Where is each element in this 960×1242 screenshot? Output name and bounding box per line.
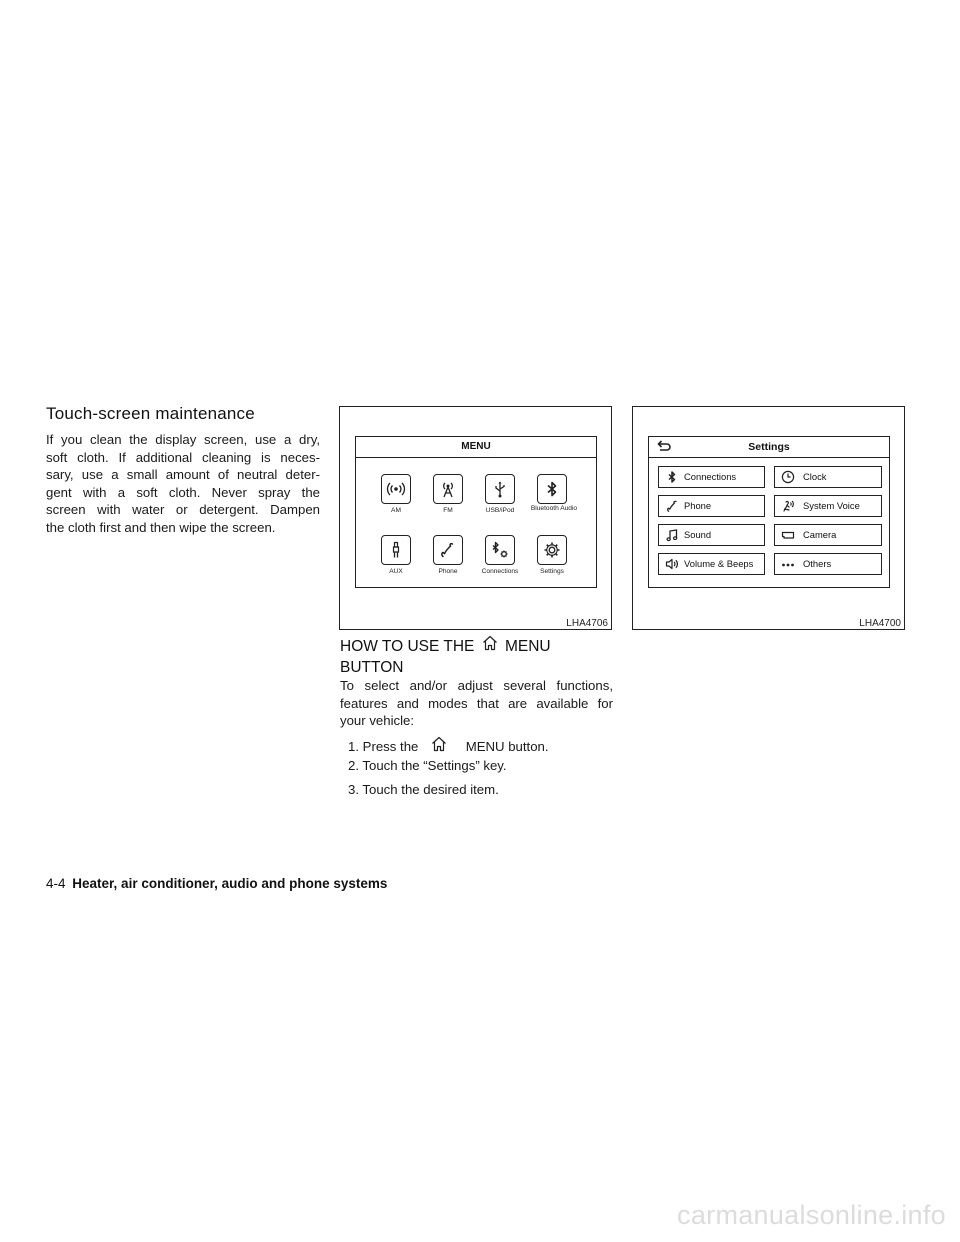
heading-text: BUTTON [340,659,404,676]
menu-tile-phone[interactable] [433,535,463,565]
maintenance-paragraph [46,431,320,537]
paragraph-line: sary, use a small amount of neutral deter- [46,467,320,483]
menu-label-fm: FM [443,507,453,514]
menu-label-settings: Settings [540,568,564,575]
menu-tile-settings[interactable] [537,535,567,565]
menu-label-phone: Phone [438,568,458,575]
speaker-icon [665,557,679,571]
step-text: 1. Press the [348,739,419,754]
phone-icon [438,540,458,560]
divider [356,457,596,458]
step-text: MENU button. [465,739,549,754]
step-1 [348,735,549,754]
intro-line: your vehicle: [340,713,415,729]
settings-system-voice-button[interactable] [774,495,882,517]
home-icon [430,735,448,753]
settings-item-label: Phone [684,500,712,512]
watermark: carmanualsonline.info [677,1200,946,1230]
menu-tile-fm[interactable] [433,474,463,504]
settings-volume-beeps-button[interactable] [658,553,765,575]
settings-camera-button[interactable] [774,524,882,546]
page-number: 4-4 [46,876,66,891]
menu-label-usb: USB/iPod [485,507,515,514]
step-2: 2. Touch the “Settings” key. [348,758,507,773]
bluetooth-gear-icon [489,540,511,560]
voice-icon [781,499,795,513]
intro-line: features and modes that are available for [340,695,613,711]
menu-label-aux: AUX [389,568,403,575]
dots-icon [781,557,795,571]
bluetooth-icon [542,479,562,499]
settings-screen [648,436,890,588]
paragraph-line: If you clean the display screen, use a dry, [46,432,320,447]
menu-label-bluetooth-audio: Bluetooth Audio [530,505,578,512]
gear-icon [542,540,562,560]
settings-item-label: Volume & Beeps [684,558,754,570]
page-footer [46,876,387,891]
menu-tile-connections[interactable] [485,535,515,565]
settings-screen-title: Settings [748,441,790,453]
chapter-title: Heater, air conditioner, audio and phone systems [72,876,388,891]
section-heading-touch-screen: Touch-screen maintenance [46,404,255,423]
usb-icon [490,479,510,499]
figure-menu-screen [339,406,612,630]
figure-id: LHA4700 [859,618,901,629]
settings-item-label: Others [803,558,832,570]
music-note-icon [665,528,679,542]
settings-sound-button[interactable] [658,524,765,546]
settings-item-label: System Voice [803,500,860,512]
paragraph-line: screen with water or detergent. Dampen [46,502,320,518]
settings-connections-button[interactable] [658,466,765,488]
intro-line: To select and/or adjust several functions, [340,678,613,693]
step-3: 3. Touch the desired item. [348,782,499,797]
aux-plug-icon [386,540,406,560]
menu-tile-aux[interactable] [381,535,411,565]
figure-settings-screen [632,406,905,630]
paragraph-line: gent with a soft cloth. Never spray the [46,484,320,500]
menu-tile-am[interactable] [381,474,411,504]
menu-label-am: AM [391,507,401,514]
menu-screen-title: MENU [461,441,491,452]
section-heading-how-to-use [340,634,610,678]
home-icon [481,634,499,652]
settings-item-label: Camera [803,529,837,541]
menu-label-connections: Connections [481,568,519,575]
paragraph-line: soft cloth. If additional cleaning is neces- [46,449,320,465]
phone-icon [665,499,679,513]
clock-icon [781,470,795,484]
fm-antenna-icon [438,479,458,499]
menu-tile-bluetooth-audio[interactable] [537,474,567,504]
divider [649,457,889,458]
menu-screen [355,436,597,588]
settings-phone-button[interactable] [658,495,765,517]
heading-text: HOW TO USE THE [340,638,475,655]
paragraph-line: the cloth first and then wipe the screen. [46,519,276,535]
camera-icon [781,528,795,542]
am-radio-icon [386,479,406,499]
settings-clock-button[interactable] [774,466,882,488]
settings-item-label: Connections [684,471,737,483]
bluetooth-icon [665,470,679,484]
figure-id: LHA4706 [566,618,608,629]
settings-item-label: Sound [684,529,712,541]
settings-item-label: Clock [803,471,827,483]
heading-text: MENU [504,638,551,655]
settings-others-button[interactable] [774,553,882,575]
how-to-intro [340,677,613,730]
menu-tile-usb[interactable] [485,474,515,504]
